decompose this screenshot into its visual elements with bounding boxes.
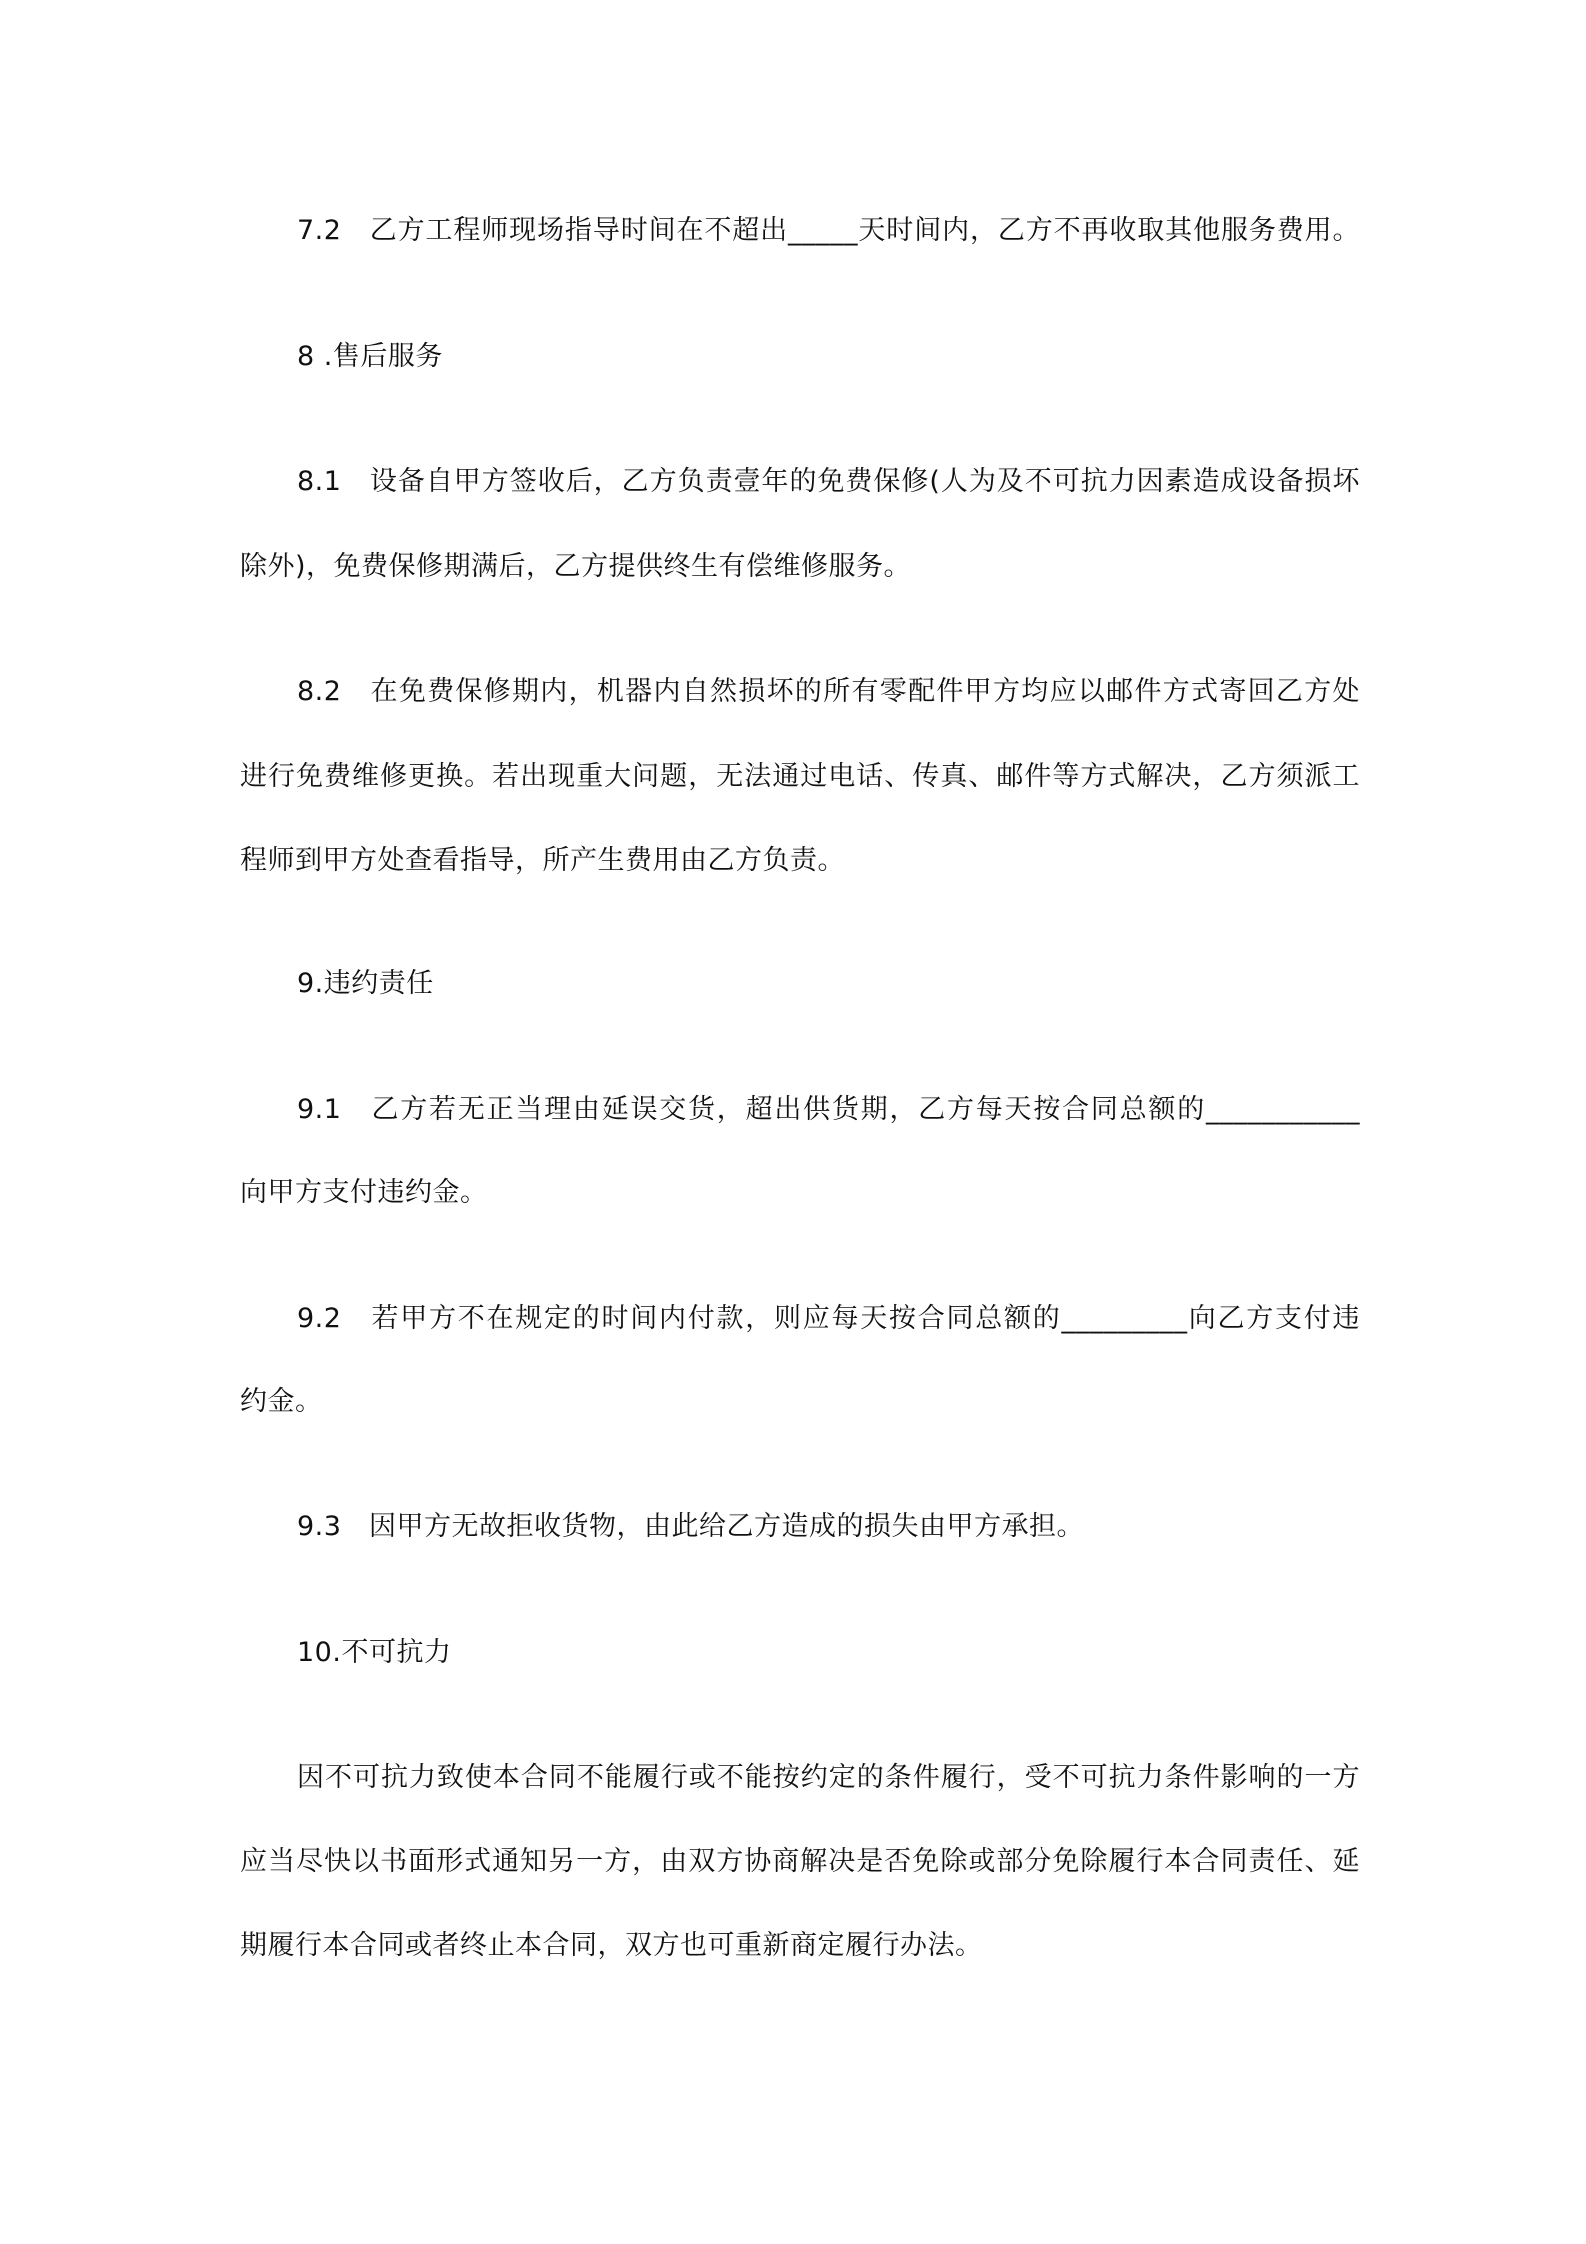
- clause-9-2-line-2: 约金。: [240, 1386, 323, 1417]
- clause-9-3: 9.3 因甲方无故拒收货物，由此给乙方造成的损失由甲方承担。: [297, 1511, 1084, 1542]
- clause-8-2-line-3: 程师到甲方处查看指导，所产生费用由乙方负责。: [240, 845, 845, 876]
- clause-8-1-line-2: 除外)，免费保修期满后，乙方提供终生有偿维修服务。: [240, 551, 912, 582]
- section-heading-force-majeure: 10.不可抗力: [297, 1637, 452, 1668]
- force-majeure-line-1: 因不可抗力致使本合同不能履行或不能按约定的条件履行，受不可抗力条件影响的一方: [297, 1762, 1360, 1793]
- clause-7-2: 7.2 乙方工程师现场指导时间在不超出_____天时间内，乙方不再收取其他服务费用。: [297, 215, 1360, 246]
- clause-9-1-line-2: 向甲方支付违约金。: [240, 1177, 488, 1208]
- force-majeure-line-3: 期履行本合同或者终止本合同，双方也可重新商定履行办法。: [240, 1930, 983, 1961]
- section-heading-breach: 9.违约责任: [297, 968, 434, 999]
- section-heading-after-sales: 8 .售后服务: [297, 341, 443, 372]
- clause-9-2-line-1: 9.2 若甲方不在规定的时间内付款，则应每天按合同总额的_________向乙方支付违: [297, 1303, 1360, 1334]
- force-majeure-line-2: 应当尽快以书面形式通知另一方，由双方协商解决是否免除或部分免除履行本合同责任、延: [240, 1846, 1360, 1877]
- clause-8-1-line-1: 8.1 设备自甲方签收后，乙方负责壹年的免费保修(人为及不可抗力因素造成设备损坏: [297, 466, 1360, 497]
- clause-8-2-line-2: 进行免费维修更换。若出现重大问题，无法通过电话、传真、邮件等方式解决，乙方须派工: [240, 761, 1360, 792]
- clause-8-2-line-1: 8.2 在免费保修期内，机器内自然损坏的所有零配件甲方均应以邮件方式寄回乙方处: [297, 676, 1360, 707]
- clause-9-1-line-1: 9.1 乙方若无正当理由延误交货，超出供货期，乙方每天按合同总额的___________: [297, 1094, 1360, 1125]
